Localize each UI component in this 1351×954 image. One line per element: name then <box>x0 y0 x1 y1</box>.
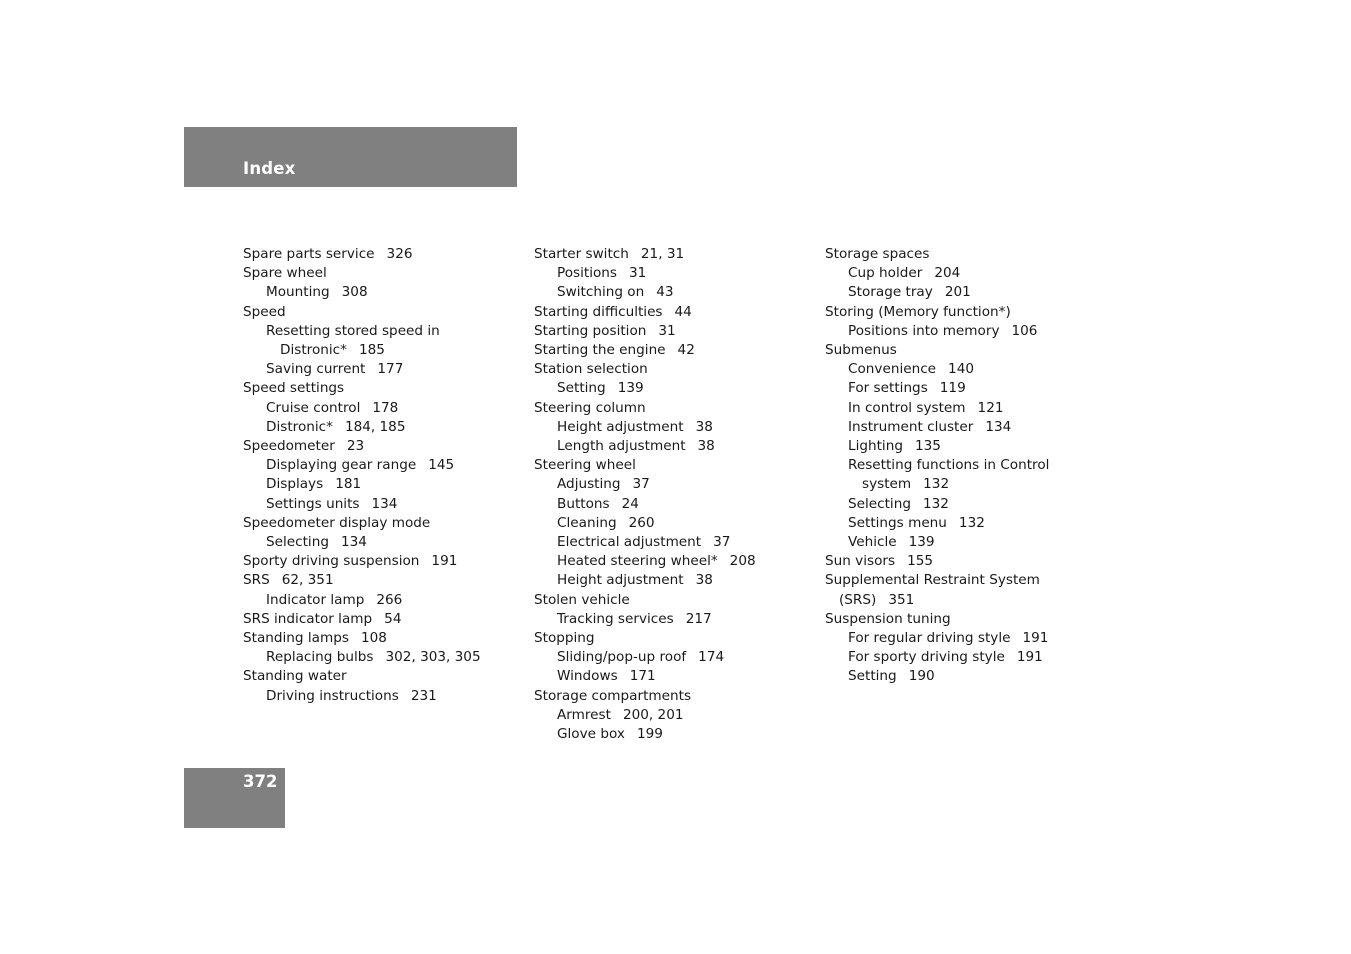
index-term: Distronic* <box>280 342 347 359</box>
index-page-ref: 132 <box>958 514 985 531</box>
index-page-ref: 266 <box>376 591 403 608</box>
index-entry <box>534 495 804 514</box>
index-entry <box>243 418 513 437</box>
index-term: Station selection <box>534 361 648 378</box>
index-page-ref: 145 <box>428 457 455 474</box>
index-term: Supplemental Restraint System <box>825 572 1040 589</box>
index-term: Switching on <box>557 284 645 301</box>
index-entry <box>534 533 804 552</box>
index-page-ref: 135 <box>914 438 941 455</box>
index-page-ref: 132 <box>922 495 949 512</box>
index-term: Distronic* <box>266 418 333 435</box>
index-entry <box>534 341 804 360</box>
index-page-ref: 231 <box>410 687 437 704</box>
index-term: Speed settings <box>243 380 345 397</box>
index-entry <box>243 475 513 494</box>
index-page-ref: 108 <box>360 630 387 647</box>
index-entry <box>825 475 1095 494</box>
index-page-ref: 106 <box>1011 322 1038 339</box>
index-entry <box>825 667 1095 686</box>
index-entry <box>534 687 804 706</box>
index-term: Sliding/pop-up roof <box>557 649 687 666</box>
index-entry <box>243 322 513 341</box>
index-term: Height adjustment <box>557 418 684 435</box>
index-page-ref: 308 <box>341 284 368 301</box>
index-term: Speedometer <box>243 438 335 455</box>
index-page-ref: 139 <box>617 380 644 397</box>
index-term: Speed <box>243 303 286 320</box>
index-term: Submenus <box>825 342 897 359</box>
index-entry <box>243 687 513 706</box>
index-term: Starting position <box>534 322 647 339</box>
index-term: Windows <box>557 668 618 685</box>
index-entry <box>825 648 1095 667</box>
index-entry <box>825 283 1095 302</box>
index-term: Convenience <box>848 361 937 378</box>
index-entry <box>534 283 804 302</box>
index-entry <box>534 437 804 456</box>
index-page-ref: 302, 303, 305 <box>385 649 481 666</box>
index-entry <box>825 591 1095 610</box>
index-page-ref: 171 <box>629 668 656 685</box>
index-entry <box>243 495 513 514</box>
index-page-ref: 174 <box>698 649 725 666</box>
index-page-ref: 177 <box>377 361 404 378</box>
index-term: (SRS) <box>839 591 877 608</box>
index-entry <box>534 706 804 725</box>
index-page-ref: 31 <box>658 322 676 339</box>
index-entry <box>825 552 1095 571</box>
index-page-ref: 190 <box>908 668 935 685</box>
index-page-ref: 44 <box>674 303 692 320</box>
index-entry <box>534 648 804 667</box>
index-page-ref: 155 <box>907 553 934 570</box>
index-term: Buttons <box>557 495 610 512</box>
index-page-ref: 134 <box>371 495 398 512</box>
index-term: Storing (Memory function*) <box>825 303 1011 320</box>
index-entry <box>534 571 804 590</box>
index-term: Selecting <box>848 495 911 512</box>
index-term: Selecting <box>266 534 329 551</box>
index-page-ref: 191 <box>1016 649 1043 666</box>
index-page-ref: 121 <box>977 399 1004 416</box>
index-term: Speedometer display mode <box>243 514 431 531</box>
index-page-ref: 54 <box>384 610 402 627</box>
index-term: Steering wheel <box>534 457 636 474</box>
index-entry <box>825 341 1095 360</box>
index-page-ref: 140 <box>948 361 974 378</box>
index-entry <box>534 418 804 437</box>
index-entry <box>825 264 1095 283</box>
index-term: Starting difficulties <box>534 303 663 320</box>
index-page-ref: 200, 201 <box>622 706 684 723</box>
index-term: Replacing bulbs <box>266 649 374 666</box>
index-entry <box>243 571 513 590</box>
index-entry <box>534 610 804 629</box>
index-entry <box>243 629 513 648</box>
index-term: Indicator lamp <box>266 591 365 608</box>
index-entry <box>825 629 1095 648</box>
index-entry <box>534 456 804 475</box>
index-entry <box>534 629 804 648</box>
index-term: Displaying gear range <box>266 457 417 474</box>
index-term: Armrest <box>557 706 611 723</box>
index-entry <box>534 591 804 610</box>
index-term: Suspension tuning <box>825 610 951 627</box>
index-term: Sporty driving suspension <box>243 553 420 570</box>
index-term: Tracking services <box>557 610 674 627</box>
index-entry <box>825 379 1095 398</box>
index-entry <box>534 399 804 418</box>
index-term: Glove box <box>557 726 625 743</box>
index-term: Storage spaces <box>825 246 930 262</box>
index-entry <box>825 571 1095 590</box>
index-page-ref: 199 <box>636 726 663 743</box>
index-entry <box>825 495 1095 514</box>
index-page-ref: 217 <box>685 610 712 627</box>
index-page-ref: 201 <box>944 284 971 301</box>
index-entry <box>534 245 804 264</box>
page-number-box <box>184 768 285 828</box>
index-term: Displays <box>266 476 324 493</box>
index-term: Stolen vehicle <box>534 591 630 608</box>
page-number: 372 <box>243 772 278 791</box>
index-page-ref: 178 <box>372 399 399 416</box>
index-page-ref: 24 <box>621 495 639 512</box>
index-column-2 <box>534 245 804 744</box>
index-entry <box>825 322 1095 341</box>
index-entry <box>243 610 513 629</box>
index-entry <box>825 303 1095 322</box>
index-term: For regular driving style <box>848 630 1011 647</box>
index-entry <box>243 283 513 302</box>
index-entry <box>243 360 513 379</box>
index-term: Storage tray <box>848 284 933 301</box>
index-entry <box>534 514 804 533</box>
index-page-ref: 260 <box>628 514 655 531</box>
index-entry <box>243 552 513 571</box>
index-page-ref: 132 <box>923 476 950 493</box>
index-page-ref: 119 <box>939 380 966 397</box>
index-term: Electrical adjustment <box>557 534 702 551</box>
index-entry <box>825 533 1095 552</box>
index-entry <box>534 552 804 571</box>
index-entry <box>825 514 1095 533</box>
index-term: Standing lamps <box>243 630 349 647</box>
index-term: Settings menu <box>848 514 947 531</box>
index-term: Resetting functions in Control <box>848 457 1050 474</box>
index-page-ref: 38 <box>695 572 713 589</box>
index-term: Setting <box>557 380 606 397</box>
index-page-ref: 43 <box>656 284 674 301</box>
index-entry <box>243 399 513 418</box>
index-term: Lighting <box>848 438 903 455</box>
index-entry <box>243 379 513 398</box>
index-page-ref: 134 <box>340 534 367 551</box>
index-entry <box>243 667 513 686</box>
index-entry <box>825 456 1095 475</box>
index-term: SRS indicator lamp <box>243 610 373 627</box>
index-term: Length adjustment <box>557 438 686 455</box>
index-page-ref: 184, 185 <box>344 418 406 435</box>
index-entry <box>825 360 1095 379</box>
index-entry <box>534 303 804 322</box>
index-term: Starting the engine <box>534 342 666 359</box>
index-entry <box>825 437 1095 456</box>
index-term: Cleaning <box>557 514 617 531</box>
index-page-ref: 23 <box>346 438 365 455</box>
header-band <box>184 127 517 187</box>
index-column-1 <box>243 245 513 706</box>
index-page-ref: 42 <box>677 342 695 359</box>
index-entry <box>243 245 513 264</box>
index-term: Saving current <box>266 361 366 378</box>
page-title: Index <box>243 159 296 178</box>
index-term: Vehicle <box>848 534 897 551</box>
index-term: Positions <box>557 265 618 282</box>
index-term: Positions into memory <box>848 322 1000 339</box>
index-page-ref: 204 <box>934 265 961 282</box>
index-entry <box>534 264 804 283</box>
index-term: Standing water <box>243 668 347 685</box>
index-page-ref: 38 <box>695 418 713 435</box>
index-entry <box>243 456 513 475</box>
index-page-ref: 134 <box>985 418 1012 435</box>
index-page-ref: 37 <box>632 476 650 493</box>
index-entry <box>825 245 1095 264</box>
index-term: Heated steering wheel* <box>557 553 718 570</box>
index-term: Mounting <box>266 284 330 301</box>
index-entry <box>534 475 804 494</box>
index-column-3 <box>825 245 1095 687</box>
index-term: For sporty driving style <box>848 649 1005 666</box>
index-term: Adjusting <box>557 476 621 493</box>
index-page-ref: 37 <box>713 534 731 551</box>
index-entry <box>243 303 513 322</box>
index-entry <box>534 379 804 398</box>
index-term: Stopping <box>534 630 595 647</box>
index-entry <box>243 264 513 283</box>
index-entry <box>825 418 1095 437</box>
index-term: SRS <box>243 572 270 589</box>
index-term: Driving instructions <box>266 687 399 704</box>
index-entry <box>243 533 513 552</box>
index-term: Spare wheel <box>243 265 327 282</box>
index-page-ref: 31 <box>629 265 647 282</box>
index-entry <box>243 437 513 456</box>
index-entry <box>534 667 804 686</box>
index-page-ref: 38 <box>697 438 715 455</box>
index-term: In control system <box>848 399 966 416</box>
index-page-ref: 21, 31 <box>640 246 685 262</box>
index-entry <box>243 514 513 533</box>
index-entry <box>534 725 804 744</box>
index-term: Cruise control <box>266 399 361 416</box>
index-page-ref: 62, 351 <box>281 572 334 589</box>
index-entry <box>534 360 804 379</box>
index-term: system <box>862 476 912 493</box>
index-term: Height adjustment <box>557 572 684 589</box>
index-term: For settings <box>848 380 928 397</box>
index-page-ref: 191 <box>431 553 458 570</box>
index-entry <box>534 322 804 341</box>
index-term: Starter switch <box>534 246 629 262</box>
index-term: Spare parts service <box>243 246 375 262</box>
index-term: Storage compartments <box>534 687 692 704</box>
index-entry <box>825 399 1095 418</box>
index-entry <box>243 591 513 610</box>
index-page-ref: 185 <box>358 342 385 359</box>
index-entry <box>243 341 513 360</box>
index-page-ref: 139 <box>908 534 935 551</box>
index-page-ref: 191 <box>1022 630 1049 647</box>
index-term: Steering column <box>534 399 646 416</box>
index-page-ref: 351 <box>888 591 915 608</box>
index-term: Setting <box>848 668 897 685</box>
index-term: Settings units <box>266 495 360 512</box>
index-page-ref: 181 <box>335 476 362 493</box>
index-entry <box>243 648 513 667</box>
index-term: Instrument cluster <box>848 418 974 435</box>
index-term: Sun visors <box>825 553 896 570</box>
index-page-ref: 326 <box>386 246 413 262</box>
index-term: Resetting stored speed in <box>266 322 440 339</box>
index-term: Cup holder <box>848 265 923 282</box>
index-entry <box>825 610 1095 629</box>
index-page-ref: 208 <box>729 553 756 570</box>
